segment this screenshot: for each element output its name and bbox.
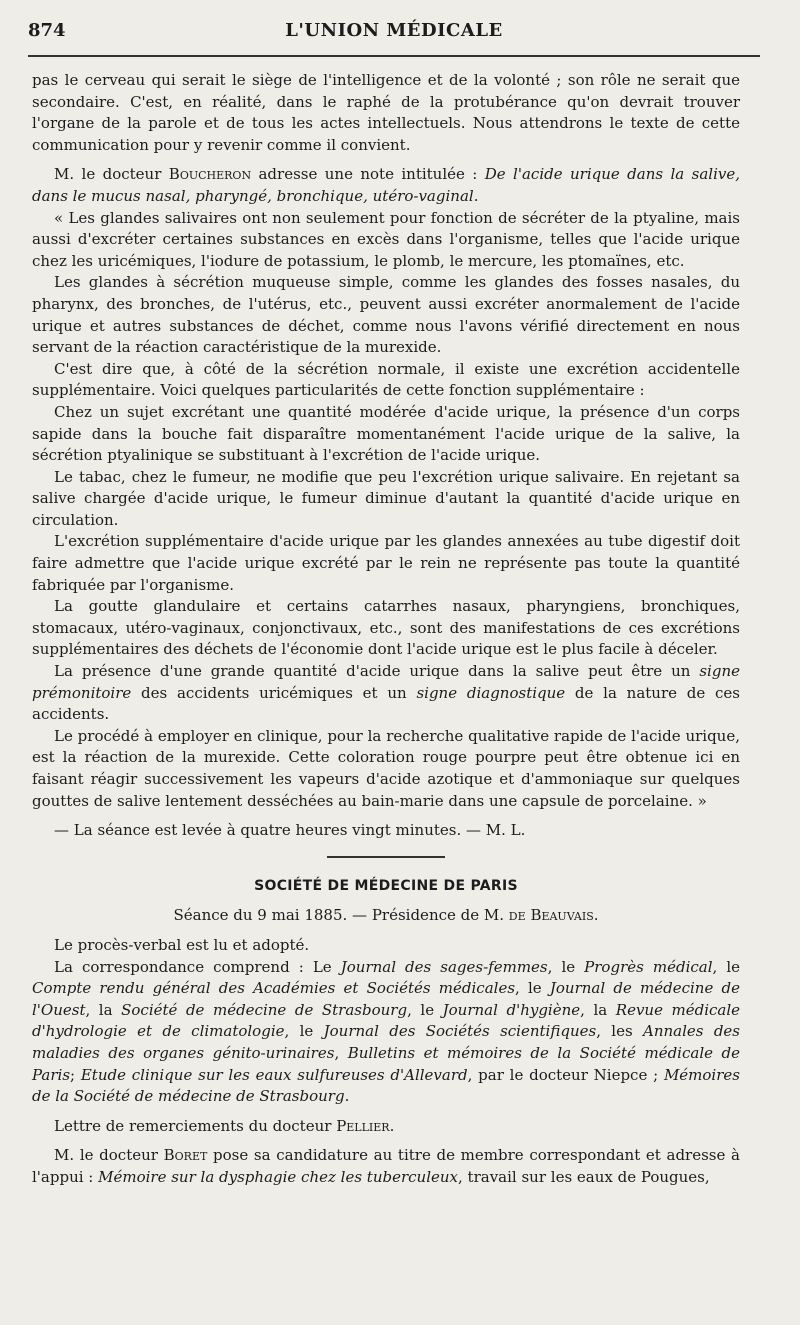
publication-title: Journal des Sociétés scientifiques xyxy=(323,1022,597,1041)
text-run: , le xyxy=(407,1000,443,1019)
author-name: Boucheron xyxy=(168,165,252,184)
publication-title: Journal de médecine de l'Ouest xyxy=(32,979,741,1019)
publication-title: Journal des sages-femmes xyxy=(340,957,548,976)
page-number: 874 xyxy=(28,20,66,41)
publication-title: Mémoires de la Société de médecine de Strasbourg xyxy=(32,1065,740,1106)
publication-title: Progrès médical xyxy=(584,957,713,976)
paragraph: Le procès-verbal est lu et adopté. xyxy=(54,935,310,954)
paragraph: L'excrétion supplémentaire d'acide urique par les glandes annexées au tube digestif doit faire admettre que l'acide urique excrété par le rein ne représente pas toute la quantité fabriquée par l'organisme. xyxy=(32,532,740,594)
text-run: , par le docteur Niepce ; xyxy=(467,1065,664,1084)
paragraph: « Les glandes salivaires ont non seulement pour fonction de sécréter de la ptyaline, mais aussi d'excréter certaines substances en excès dans l'organisme, telles que l'acide urique chez les uricémiques, l'iodure de potassium, le plomb, le mercure, les ptomaïnes, etc. xyxy=(32,208,740,270)
paragraph-boret: M. le docteur Boret pose sa candidature au titre de membre correspondant et adresse à l'appui : Mémoire sur la dysphagie chez les tuberculeux, travail sur les eaux de Pougues, xyxy=(32,1146,740,1186)
paragraph: Chez un sujet excrétant une quantité modérée d'acide urique, la présence d'un corps sapide dans la bouche fait disparaître momentanément l'acide urique de la salive, la sécrétion ptyalinique se substituant à l'excrétion de l'acide urique. xyxy=(32,402,740,465)
publication-title: Annales des maladies des organes génito-urinaires xyxy=(32,1022,741,1062)
header-rule xyxy=(28,55,760,57)
paragraph: Les glandes à sécrétion muqueuse simple, comme les glandes des fosses nasales, du pharynx, des bronches, de l'utérus, etc., peuvent aussi excréter anormalement de l'acide urique et autres substances de déchet, comme nous l'avons vérifié directement en nous servant de la réaction caractéristique de la murexide. xyxy=(32,273,740,357)
paragraph: Le procédé à employer en clinique, pour la recherche qualitative rapide de l'acide urique, est la réaction de la murexide. Cette coloration rouge pourpre peut être obtenue ici en faisant réagir successivement les vapeurs d'acide azotique et d'ammoniaque sur quelques gouttes de salive lentement desséchées au bain-marie dans une capsule de porcelaine. » xyxy=(32,726,740,810)
text-run: , le xyxy=(515,979,550,998)
text-run: , la xyxy=(580,1000,616,1019)
paragraph: Le tabac, chez le fumeur, ne modifie que peu l'excrétion urique salivaire. En rejetant sa salive chargée d'acide urique, le fumeur diminue d'autant la quantité d'acide urique en circulation. xyxy=(32,467,740,529)
paragraph: C'est dire que, à côté de la sécrétion normale, il existe une excrétion accidentelle supplémentaire. Voici quelques particularités de cette fonction supplémentaire : xyxy=(32,359,740,400)
text-run: , le xyxy=(284,1022,324,1041)
journal-title: L'UNION MÉDICALE xyxy=(285,20,503,41)
article-body xyxy=(32,70,740,1189)
publication-title: Revue médicale d'hydrologie et de climatologie xyxy=(32,1000,741,1041)
publication-title: Société de médecine de Strasbourg xyxy=(121,1000,408,1019)
publication-title: Etude clinique sur les eaux sulfureuses d'Allevard xyxy=(80,1065,468,1084)
note-title: De l'acide urique dans la salive, dans le mucus nasal, pharyngé, bronchique, utéro-vaginal xyxy=(32,165,740,205)
section-divider xyxy=(327,856,445,858)
text-run: . xyxy=(344,1087,350,1106)
page-header xyxy=(28,18,760,48)
text-run: , xyxy=(334,1043,348,1062)
paragraph: La goutte glandulaire et certains catarrhes nasaux, pharyngiens, bronchiques, stomacaux, utéro-vaginaux, conjonctivaux, etc., sont des manifestations de ces excrétions supplémentaires des déchets de l'économie dont l'acide urique est le plus facile à déceler. xyxy=(32,597,740,659)
publication-title: Compte rendu général des Académies et Sociétés médicales xyxy=(32,979,516,998)
text-run: ; xyxy=(70,1065,81,1084)
text-run: , le xyxy=(547,957,585,976)
closing-line: — La séance est levée à quatre heures vingt minutes. — M. L. xyxy=(54,821,526,840)
text-run: , les xyxy=(596,1022,644,1041)
publication-title: Journal d'hygiène xyxy=(442,1000,581,1019)
text-run: , le xyxy=(712,957,741,976)
text-run: La correspondance comprend : Le xyxy=(54,957,341,976)
paragraph-boucheron: M. le docteur Boucheron adresse une note intitulée : De l'acide urique dans la salive, dans le mucus nasal, pharyngé, bronchique, utéro-vaginal. xyxy=(32,165,740,205)
text-run: , la xyxy=(85,1000,122,1019)
seance-line: Séance du 9 mai 1885. — Présidence de M. de Beauvais. xyxy=(173,906,599,925)
paragraph: Lettre de remerciements du docteur Pellier. xyxy=(54,1116,395,1135)
correspondance-paragraph xyxy=(32,957,740,1108)
section-title: SOCIÉTÉ DE MÉDECINE DE PARIS xyxy=(254,877,518,894)
paragraph: pas le cerveau qui serait le siège de l'intelligence et de la volonté ; son rôle ne serait que secondaire. C'est, en réalité, dans le raphé de la protubérance qu'on devrait trouver l'organe de la parole et de tous les actes intellectuels. Nous attendrons le texte de cette communication pour y revenir comme il convient. xyxy=(32,71,740,154)
publication-title: Bulletins et mémoires de la Société médicale de Paris xyxy=(32,1043,740,1084)
paragraph: La présence d'une grande quantité d'acide urique dans la salive peut être un signe prémonitoire des accidents uricémiques et un signe diagnostique de la nature de ces accidents. xyxy=(32,662,741,724)
